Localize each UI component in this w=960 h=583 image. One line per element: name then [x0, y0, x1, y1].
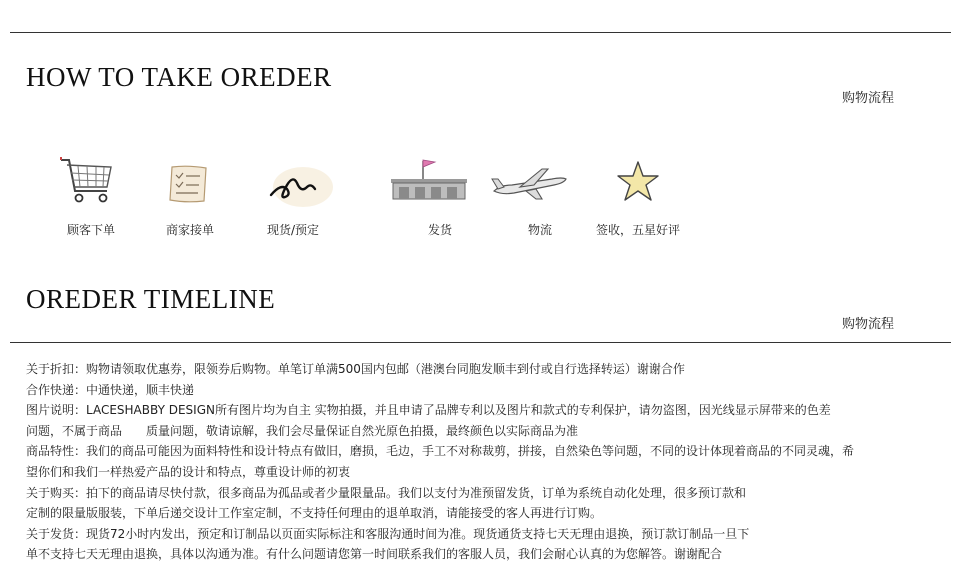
step-logistics: [490, 157, 590, 237]
step-label: 现货/预定: [266, 223, 320, 237]
note-line: 望你们和我们一样热爱产品的设计和特点，尊重设计师的初衷: [26, 464, 351, 479]
process-title: HOW TO TAKE OREDER: [26, 62, 332, 92]
mid-divider: [10, 342, 951, 343]
process-side-label: 购物流程: [842, 91, 895, 106]
note-line: 关于购买：拍下的商品请尽快付款，很多商品为孤品或者少量限量品。我们以支付为准预留发货，订单为系统自动化处理，很多预订款和: [26, 485, 747, 500]
step-merchant-accept: [150, 157, 230, 237]
step-label: 发货: [427, 223, 452, 237]
note-line: 问题，不属于商品 质量问题，敬请谅解，我们会尽量保证自然光原色拍摄，最终颜色以实际商品为准: [26, 423, 579, 438]
top-divider: [10, 32, 951, 33]
note-line: 定制的限量版服装，下单后递交设计工作室定制，不支持任何理由的退单取消，请能接受的客人再进行订购。: [26, 506, 603, 521]
order-note-icon: [164, 163, 214, 207]
step-stock-preorder: [253, 157, 333, 237]
step-shipping: [385, 157, 495, 237]
step-customer-order: [52, 157, 130, 237]
note-line: 图片说明：LACESHABBY DESIGN所有图片均为自主 实物拍摄，并且申请了品牌专利以及图片和款式的专利保护，请勿盗图，因光线显示屏带来的色差: [26, 403, 831, 418]
note-line: 合作快递：中通快递，顺丰快递: [26, 382, 195, 397]
warehouse-icon: [389, 157, 469, 205]
step-label: 物流: [527, 223, 552, 237]
note-line: 单不支持七天无理由退换，具体以沟通为准。有什么问题请您第一时间联系我们的客服人员，我们会耐心认真的为您解答。谢谢配合: [26, 547, 723, 562]
step-label: 顾客下单: [66, 223, 115, 237]
timeline-side-label: 购物流程: [842, 317, 895, 332]
star-icon: [616, 159, 660, 203]
note-line: 关于折扣：购物请领取优惠券，限领券后购物。单笔订单满500国内包邮（港澳台同胞发顺丰到付或自行选择转运）谢谢合作: [26, 362, 685, 376]
step-receive-review: [590, 157, 686, 237]
timeline-title: OREDER TIMELINE: [26, 284, 276, 314]
step-label: 签收，五星好评: [595, 223, 680, 237]
note-line: 商品特性：我们的商品可能因为面料特性和设计特点有做旧，磨损，毛边，手工不对称裁剪，拼接，自然染色等问题，不同的设计体现着商品的不同灵魂，希: [26, 444, 855, 459]
airplane-icon: [490, 163, 570, 203]
shopping-cart-icon: [57, 157, 119, 207]
signature-icon: [263, 163, 333, 211]
policy-notes: [26, 359, 936, 565]
step-label: 商家接单: [165, 223, 214, 237]
note-line: 关于发货：现货72小时内发出，预定和订制品以页面实际标注和客服沟通时间为准。现货通货支持七天无理由退换，预订款订制品一旦下: [26, 526, 750, 541]
